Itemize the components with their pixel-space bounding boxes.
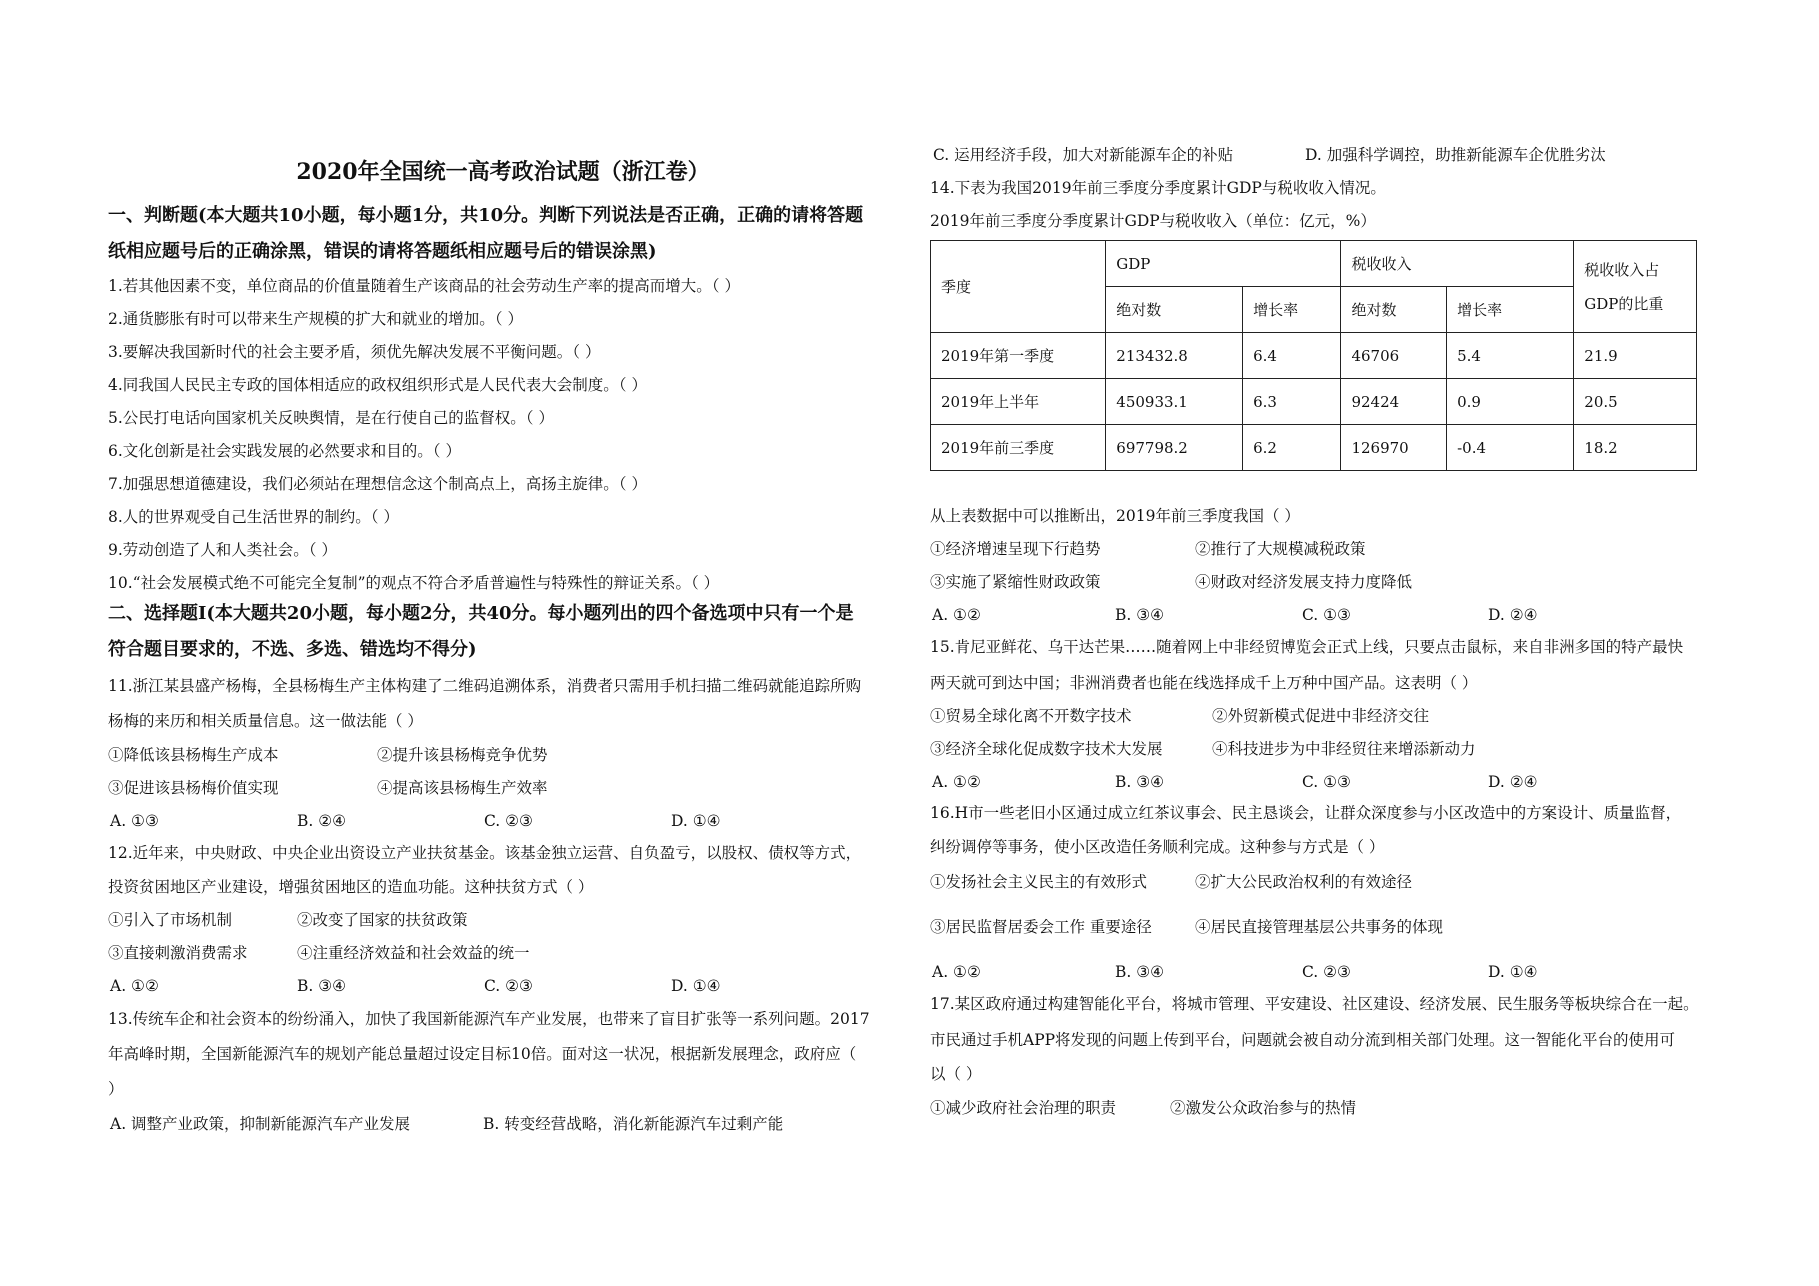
q17-stem: 17.某区政府通过构建智能化平台，将城市管理、平安建设、社区建设、经济发展、民生服务等板块综合在一起。 (930, 995, 1699, 1013)
table-header-cell: 绝对数 (1106, 287, 1243, 333)
q12-item: ③直接刺激消费需求 (108, 944, 248, 962)
q13-choice: C. 运用经济手段，加大对新能源车企的补贴 (933, 146, 1234, 164)
q15-item: ④科技进步为中非经贸往来增添新动力 (1212, 740, 1476, 758)
judge-item: 10.“社会发展模式绝不可能完全复制”的观点不符合矛盾普遍性与特殊性的辩证关系。（ ） (108, 574, 720, 592)
q15-choice: C. ①③ (1302, 773, 1351, 791)
table-header-cell-line: GDP的比重 (1584, 294, 1664, 313)
q14-intro: 14.下表为我国2019年前三季度分季度累计GDP与税收收入情况。 (930, 179, 1386, 197)
q13-choice: A. 调整产业政策，抑制新能源汽车产业发展 (110, 1115, 411, 1133)
table-cell: 2019年上半年 (931, 379, 1106, 425)
q15-stem: 15.肯尼亚鲜花、乌干达芒果……随着网上中非经贸博览会正式上线，只要点击鼠标，来自非洲多国的特产最快 (930, 638, 1684, 656)
q16-item: ①发扬社会主义民主的有效形式 (930, 873, 1148, 891)
table-cell: 2019年第一季度 (931, 333, 1106, 379)
table-cell: 5.4 (1447, 333, 1574, 379)
table-cell: 213432.8 (1106, 333, 1243, 379)
q11-choice: C. ②③ (484, 812, 533, 830)
table-row (931, 425, 1697, 471)
q14-choice: B. ③④ (1115, 606, 1165, 624)
q14-item: ④财政对经济发展支持力度降低 (1195, 573, 1413, 591)
table-cell: 697798.2 (1106, 425, 1243, 471)
q12-choice: B. ③④ (297, 977, 347, 995)
table-cell: 46706 (1341, 333, 1447, 379)
judge-item: 5.公民打电话向国家机关反映舆情，是在行使自己的监督权。（ ） (108, 409, 554, 427)
q12-item: ④注重经济效益和社会效益的统一 (297, 944, 530, 962)
table-row (931, 333, 1697, 379)
table-header-cell: GDP (1106, 241, 1341, 287)
q17-stem: 市民通过手机APP将发现的问题上传到平台，问题就会被自动分流到相关部门处理。这一智能化平台的使用可 (930, 1031, 1676, 1049)
table-header-cell: 税收收入 (1341, 241, 1574, 287)
judge-item: 3.要解决我国新时代的社会主要矛盾，须优先解决发展不平衡问题。（ ） (108, 343, 601, 361)
q14-choice: A. ①② (932, 606, 981, 624)
q12-item: ②改变了国家的扶贫政策 (297, 911, 468, 929)
q16-stem: 纠纷调停等事务，使小区改造任务顺利完成。这种参与方式是（ ） (930, 838, 1385, 856)
table-header-cell (1574, 241, 1697, 333)
q16-choice: D. ①④ (1488, 963, 1538, 981)
q15-choice: D. ②④ (1488, 773, 1538, 791)
table-cell: 21.9 (1574, 333, 1697, 379)
table-cell: -0.4 (1447, 425, 1574, 471)
section2-heading-line2: 符合题目要求的，不选、多选、错选均不得分) (108, 639, 477, 660)
table-cell: 20.5 (1574, 379, 1697, 425)
q13-stem: 13.传统车企和社会资本的纷纷涌入，加快了我国新能源汽车产业发展，也带来了盲目扩张等一系列问题。2017 (108, 1010, 870, 1028)
section1-heading-line2: 纸相应题号后的正确涂黑，错误的请将答题纸相应题号后的错误涂黑) (108, 241, 657, 262)
judge-item: 7.加强思想道德建设，我们必须站在理想信念这个制高点上，高扬主旋律。（ ） (108, 475, 647, 493)
q16-item: ④居民直接管理基层公共事务的体现 (1195, 918, 1444, 936)
table-row (931, 379, 1697, 425)
q14-choice: D. ②④ (1488, 606, 1538, 624)
page-title: 2020年全国统一高考政治试题（浙江卷） (296, 159, 710, 185)
q16-item: ③居民监督居委会工作 重要途径 (930, 918, 1152, 936)
table-header-cell-line: 税收收入占 (1584, 260, 1660, 279)
q13-choice: B. 转变经营战略，消化新能源汽车过剩产能 (483, 1115, 784, 1133)
q16-stem: 16.H市一些老旧小区通过成立红茶议事会、民主恳谈会，让群众深度参与小区改造中的方案设计、质量监督， (930, 804, 1682, 822)
q13-stem: ） (108, 1080, 124, 1098)
judge-item: 1.若其他因素不变，单位商品的价值量随着生产该商品的社会劳动生产率的提高而增大。（ ） (108, 277, 740, 295)
table-cell: 6.4 (1243, 333, 1341, 379)
q16-choice: B. ③④ (1115, 963, 1165, 981)
section2-heading-line1: 二、选择题Ⅰ(本大题共20小题，每小题2分，共40分。每小题列出的四个备选项中只有一个是 (108, 603, 854, 624)
gdp-tax-table (930, 240, 1697, 471)
q16-item: ②扩大公民政治权利的有效途径 (1195, 873, 1413, 891)
q15-choice: B. ③④ (1115, 773, 1165, 791)
q11-choice: A. ①③ (110, 812, 159, 830)
table-cell: 92424 (1341, 379, 1447, 425)
table-header-cell: 季度 (931, 241, 1106, 333)
q17-item: ①减少政府社会治理的职责 (930, 1099, 1117, 1117)
q12-choice: C. ②③ (484, 977, 533, 995)
q13-choice: D. 加强科学调控，助推新能源车企优胜劣汰 (1305, 146, 1606, 164)
q17-item: ②激发公众政治参与的热情 (1170, 1099, 1357, 1117)
q11-choice: B. ②④ (297, 812, 347, 830)
judge-item: 8.人的世界观受自己生活世界的制约。（ ） (108, 508, 399, 526)
section1-heading-line1: 一、判断题(本大题共10小题，每小题1分，共10分。判断下列说法是否正确，正确的请将答题 (108, 205, 864, 226)
q11-item: ③促进该县杨梅价值实现 (108, 779, 279, 797)
q11-stem: 11.浙江某县盛产杨梅，全县杨梅生产主体构建了二维码追溯体系，消费者只需用手机扫描二维码就能追踪所购 (108, 677, 862, 695)
q15-stem: 两天就可到达中国；非洲消费者也能在线选择成千上万种中国产品。这表明（ ） (930, 674, 1478, 692)
q11-stem: 杨梅的来历和相关质量信息。这一做法能（ ） (108, 712, 423, 730)
table-header-cell: 增长率 (1447, 287, 1574, 333)
q14-item: ①经济增速呈现下行趋势 (930, 540, 1101, 558)
q14-item: ②推行了大规模减税政策 (1195, 540, 1366, 558)
judge-item: 6.文化创新是社会实践发展的必然要求和目的。（ ） (108, 442, 461, 460)
q17-stem: 以（ ） (930, 1065, 982, 1083)
table-cell: 126970 (1341, 425, 1447, 471)
q12-choice: D. ①④ (671, 977, 721, 995)
q12-stem: 12.近年来，中央财政、中央企业出资设立产业扶贫基金。该基金独立运营、自负盈亏，以股权、债权等方式， (108, 844, 862, 862)
q11-item: ①降低该县杨梅生产成本 (108, 746, 279, 764)
q15-item: ①贸易全球化离不开数字技术 (930, 707, 1132, 725)
table-header-cell: 绝对数 (1341, 287, 1447, 333)
q12-stem: 投资贫困地区产业建设，增强贫困地区的造血功能。这种扶贫方式（ ） (108, 878, 594, 896)
q12-choice: A. ①② (110, 977, 159, 995)
q15-choice: A. ①② (932, 773, 981, 791)
q11-item: ④提高该县杨梅生产效率 (377, 779, 548, 797)
q15-item: ③经济全球化促成数字技术大发展 (930, 740, 1163, 758)
judge-item: 9.劳动创造了人和人类社会。（ ） (108, 541, 337, 559)
table-cell: 6.3 (1243, 379, 1341, 425)
table-header-row (931, 241, 1697, 287)
table-cell: 18.2 (1574, 425, 1697, 471)
judge-item: 4.同我国人民民主专政的国体相适应的政权组织形式是人民代表大会制度。（ ） (108, 376, 647, 394)
q16-choice: C. ②③ (1302, 963, 1351, 981)
q15-item: ②外贸新模式促进中非经济交往 (1212, 707, 1430, 725)
table-cell: 0.9 (1447, 379, 1574, 425)
q14-item: ③实施了紧缩性财政政策 (930, 573, 1101, 591)
judge-item: 2.通货膨胀有时可以带来生产规模的扩大和就业的增加。（ ） (108, 310, 523, 328)
q11-item: ②提升该县杨梅竞争优势 (377, 746, 548, 764)
table-cell: 450933.1 (1106, 379, 1243, 425)
q13-stem: 年高峰时期，全国新能源汽车的规划产能总量超过设定目标10倍。面对这一状况，根据新发展理念，政府应（ (108, 1045, 857, 1063)
table-cell: 2019年前三季度 (931, 425, 1106, 471)
q12-item: ①引入了市场机制 (108, 911, 233, 929)
q16-choice: A. ①② (932, 963, 981, 981)
q11-choice: D. ①④ (671, 812, 721, 830)
table-cell: 6.2 (1243, 425, 1341, 471)
table-header-cell: 增长率 (1243, 287, 1341, 333)
q14-stem: 从上表数据中可以推断出，2019年前三季度我国（ ） (930, 507, 1300, 525)
q14-choice: C. ①③ (1302, 606, 1351, 624)
q14-table-caption: 2019年前三季度分季度累计GDP与税收收入（单位：亿元，%） (930, 212, 1376, 230)
